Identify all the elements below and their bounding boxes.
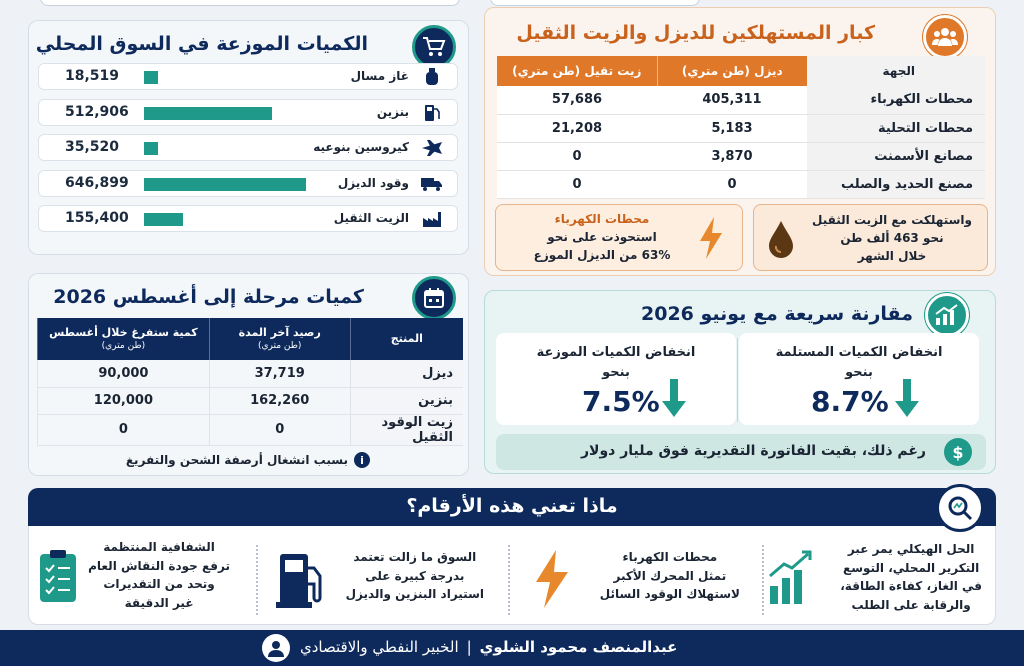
received-label2: بنحو xyxy=(845,365,873,380)
meaning-item-imports xyxy=(266,540,506,620)
oil-drop-icon xyxy=(766,219,796,263)
top-stub-right xyxy=(490,0,700,6)
note-heavy-line3: خلال الشهر xyxy=(857,249,927,263)
meaning-text-imports xyxy=(346,548,484,604)
distribution-label: بنزين xyxy=(376,104,409,119)
meaning-line: في الغاز، كفاءة الطاقة، xyxy=(840,579,982,594)
meaning-line: السوق ما زالت تعتمد xyxy=(353,550,477,564)
consumers-row xyxy=(497,170,985,198)
lightning-icon xyxy=(532,548,572,610)
note-power-line1: استحوذت على نحو xyxy=(547,230,657,244)
footer-role: الخبير النفطي والاقتصادي xyxy=(300,638,459,656)
comparison-title: مقارنة سريعة مع يونيو 2026 xyxy=(641,303,913,325)
distribution-label: الزيت الثقيل xyxy=(333,211,409,225)
distribution-value: 35,520 xyxy=(65,139,120,155)
distribution-label: غاز مسال xyxy=(350,69,409,83)
august-consume: 90,000 xyxy=(38,360,210,387)
gas-cylinder-icon xyxy=(421,67,443,87)
meaning-line: والرقابة على الطلب xyxy=(851,597,971,612)
bill-note: رغم ذلك، بقيت الفاتورة التقديرية فوق مليار دولار $ xyxy=(496,434,986,470)
magnifier-icon xyxy=(936,484,984,532)
consumer-heavy: 21,208 xyxy=(497,114,657,142)
august-row xyxy=(38,387,464,414)
distribution-value: 18,519 xyxy=(65,68,120,84)
consumer-diesel: 0 xyxy=(657,170,807,198)
meaning-line: لاستهلاك الوقود السائل xyxy=(599,587,740,602)
meaning-line: وتحد من التقديرات xyxy=(103,577,215,592)
consumer-diesel: 3,870 xyxy=(657,142,807,170)
consumers-row xyxy=(497,86,985,114)
distribution-value: 646,899 xyxy=(65,174,129,191)
note-power-stations xyxy=(495,204,743,271)
fuel-pump-icon xyxy=(421,103,443,123)
footer-separator: | xyxy=(466,638,472,656)
received-pct: 8.7% xyxy=(811,385,889,418)
comparison-divider xyxy=(737,338,738,422)
money-bag-icon: $ xyxy=(944,438,972,466)
meaning-line: تمثل المحرك الأكبر xyxy=(613,568,727,583)
footer-credit xyxy=(300,638,677,656)
august-consume: 0 xyxy=(38,414,210,445)
distribution-row xyxy=(38,170,458,197)
meaning-text-structural xyxy=(840,540,982,614)
consumer-heavy: 0 xyxy=(497,170,657,198)
user-avatar-icon xyxy=(262,634,290,662)
note-heavy-line1: واستهلكت مع الزيت الثقيل xyxy=(812,213,972,227)
meaning-line: التكرير المحلي، التوسع xyxy=(843,560,980,575)
meaning-text-transparency xyxy=(88,538,230,612)
note-power-title: محطات الكهرباء xyxy=(554,212,650,226)
consumer-heavy: 57,686 xyxy=(497,86,657,114)
distributed-pct: 7.5% xyxy=(582,385,660,418)
meaning-divider xyxy=(762,545,764,615)
received-card xyxy=(739,333,979,425)
august-title: كميات مرحلة إلى أغسطس 2026 xyxy=(53,286,364,308)
distributed-label1: انخفاض الكميات الموزعة xyxy=(536,345,696,360)
note-power-line2: 63% من الديزل الموزع xyxy=(533,248,671,262)
meaning-line: غير الدقيقة xyxy=(124,595,194,610)
consumers-row xyxy=(497,114,985,142)
distribution-bar xyxy=(144,142,158,155)
distribution-bar xyxy=(144,213,183,226)
footer-bar xyxy=(0,630,1024,666)
header-product: المنتج xyxy=(350,318,463,360)
header-entity: الجهة xyxy=(807,56,985,86)
meaning-line: الشفافية المنتظمة xyxy=(103,540,215,554)
distribution-label: كيروسين بنوعيه xyxy=(313,140,409,154)
consumer-diesel: 5,183 xyxy=(657,114,807,142)
august-consume: 120,000 xyxy=(38,387,210,414)
consumer-heavy: 0 xyxy=(497,142,657,170)
airplane-icon xyxy=(421,138,443,158)
clipboard-checklist-icon xyxy=(38,548,78,604)
consumers-row xyxy=(497,142,985,170)
header-heavy: زيت تقيل (طن متري) xyxy=(497,56,657,86)
august-product: زيت الوقود الثقيل xyxy=(350,414,463,445)
meaning-title: ماذا تعني هذه الأرقام؟ xyxy=(406,495,618,517)
fuel-pump-icon xyxy=(276,548,328,610)
consumers-title: كبار المستهلكين للديزل والزيت الثقيل xyxy=(516,22,875,44)
header-diesel: ديزل (طن متري) xyxy=(657,56,807,86)
august-note: i بسبب انشغال أرصفة الشحن والتفريغ xyxy=(100,452,370,468)
august-row xyxy=(38,360,464,387)
distribution-label: وقود الديزل xyxy=(337,175,409,190)
august-row xyxy=(38,414,464,445)
consumer-entity: مصانع الأسمنت xyxy=(807,142,985,170)
meaning-line: الحل الهيكلي يمر عبر xyxy=(847,542,975,556)
header-balance: رصيد آخر المدة (طن متري) xyxy=(209,318,350,360)
top-stub-left xyxy=(40,0,460,6)
august-table xyxy=(37,318,463,446)
meaning-line: محطات الكهرباء xyxy=(622,550,718,564)
distribution-bar xyxy=(144,107,272,120)
arrow-down-icon xyxy=(894,377,920,419)
august-balance: 0 xyxy=(209,414,350,445)
calendar-icon xyxy=(412,276,456,320)
note-heavy-oil xyxy=(753,204,988,271)
august-product: بنزين xyxy=(350,387,463,414)
consumer-entity: محطات التحلية xyxy=(807,114,985,142)
consumers-table xyxy=(497,56,985,199)
truck-icon xyxy=(421,174,443,194)
distribution-row xyxy=(38,63,458,90)
info-icon: i xyxy=(354,452,370,468)
distributed-card xyxy=(496,333,736,425)
meaning-text-power xyxy=(600,548,740,604)
august-balance: 162,260 xyxy=(209,387,350,414)
distribution-bar xyxy=(144,178,306,191)
arrow-down-icon xyxy=(661,377,687,419)
distribution-value: 512,906 xyxy=(65,103,129,120)
meaning-item-structural xyxy=(760,540,990,620)
meaning-divider xyxy=(256,545,258,615)
distribution-row xyxy=(38,134,458,161)
meaning-header xyxy=(28,488,996,526)
distributed-label2: بنحو xyxy=(602,365,630,380)
august-product: ديزل xyxy=(350,360,463,387)
meaning-item-transparency xyxy=(30,540,256,620)
consumer-entity: مصنع الحديد والصلب xyxy=(807,170,985,198)
meaning-line: ترفع جودة النقاش العام xyxy=(88,558,230,573)
lightning-icon xyxy=(696,215,726,265)
header-consume: كمية ستفرغ خلال أغسطس (طن متري) xyxy=(38,318,210,360)
consumer-diesel: 405,311 xyxy=(657,86,807,114)
meaning-divider xyxy=(508,545,510,615)
people-group-icon xyxy=(923,15,967,59)
distribution-row xyxy=(38,205,458,232)
meaning-line: بدرجة كبيرة على xyxy=(365,568,465,583)
growth-chart-icon xyxy=(768,550,812,606)
distribution-title: الكميات الموزعة في السوق المحلي xyxy=(35,33,368,55)
distribution-value: 155,400 xyxy=(65,210,129,226)
meaning-line: استيراد البنزين والديزل xyxy=(345,587,484,602)
received-label1: انخفاض الكميات المستلمة xyxy=(775,345,943,360)
consumer-entity: محطات الكهرباء xyxy=(807,86,985,114)
factory-icon xyxy=(421,209,443,229)
footer-name: عبدالمنصف محمود الشلوي xyxy=(479,638,678,656)
note-heavy-line2: نحو 463 ألف طن xyxy=(840,231,944,245)
distribution-bar xyxy=(144,71,158,84)
chart-up-icon xyxy=(925,293,969,337)
august-balance: 37,719 xyxy=(209,360,350,387)
meaning-item-power xyxy=(520,540,760,620)
distribution-row xyxy=(38,99,458,126)
